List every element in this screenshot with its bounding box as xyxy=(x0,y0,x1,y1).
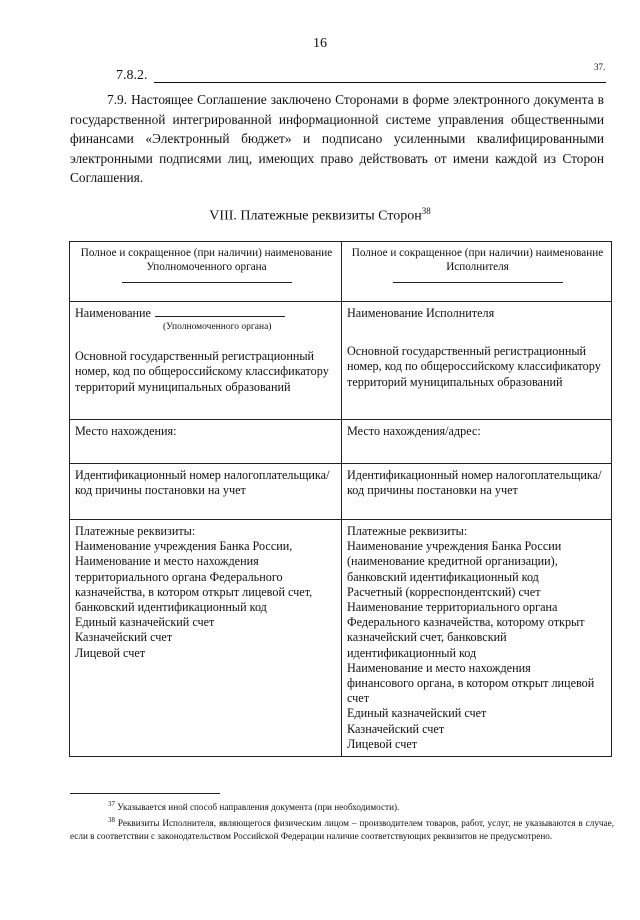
location-cell-left: Место нахождения: xyxy=(70,420,342,464)
clause-7-9: 7.9. Настоящее Соглашение заключено Сторонами в форме электронного документа в государственной интегрированной информационной системе управления общественными финансами «Электронный бюджет» и подписано усиленными квалифицированными электронными подписями лиц, имеющих право действовать от имени каждой из Сторон Соглашения. xyxy=(70,92,604,185)
name-label: Наименование xyxy=(75,306,151,320)
right-header-cell xyxy=(342,242,612,302)
inn-cell-left: Идентификационный номер налогоплательщика/код причины постановки на учет xyxy=(70,464,342,520)
fill-in-line xyxy=(393,282,563,283)
payment-cell-right: Платежные реквизиты: Наименование учреждения Банка России (наименование кредитной организации), банковский идентификационный код Расчетный (корреспондентский) счет Наименование территориального органа Федерального казначейства, которому открыт казначейский счет, банковский идентификационный код Наименование и место нахождения финансового органа, в котором открыт лицевой счет Единый казначейский счет Казначейский счет Лицевой счет xyxy=(342,520,612,757)
clause-number: 7.8.2. xyxy=(116,68,148,83)
payment-cell-left: Платежные реквизиты: Наименование учреждения Банка России, Наименование и место нахождения территориального органа Федерального казначейства, в котором открыт лицевой счет, банковский идентификационный код Единый казначейский счет Казначейский счет Лицевой счет xyxy=(70,520,342,757)
name-caption: (Уполномоченного органа) xyxy=(163,322,272,333)
inn-cell-right: Идентификационный номер налогоплательщика/код причины постановки на учет xyxy=(342,464,612,520)
right-header: Полное и сокращенное (при наличии) наименование Исполнителя xyxy=(351,247,604,273)
fill-in-line xyxy=(155,306,285,317)
table-row xyxy=(70,464,612,520)
footnote-37: $^{37}$ Указывается иной способ направления документа (при необходимости). xyxy=(108,800,400,813)
requisites-table xyxy=(69,241,612,757)
location-cell-right: Место нахождения/адрес: xyxy=(342,420,612,464)
clause-7-8-2 xyxy=(116,62,616,88)
name-cell-right xyxy=(342,302,612,420)
footnote-38: $^{38}$ Реквизиты Исполнителя, являющегося физическим лицом – производителем товаров, работ, услуг, не указываются в случае, если в соответствии с законодательством Российской Федерации наличие соответствующих реквизитов не предусмотрено. xyxy=(70,816,614,842)
footnote-ref: 38 xyxy=(421,206,431,216)
fill-in-line xyxy=(122,282,292,283)
fill-in-line xyxy=(154,82,606,83)
footnote-separator xyxy=(70,793,220,794)
name-label: Наименование Исполнителя xyxy=(347,306,495,320)
section-title: VIII. Платежные реквизиты Сторон$^{38}$ xyxy=(209,206,431,224)
table-header-row xyxy=(70,242,612,302)
ogrn-text: Основной государственный регистрационный номер, код по общероссийскому классификатору территорий муниципальных образований xyxy=(347,344,601,389)
footnotes xyxy=(70,793,614,843)
ogrn-text: Основной государственный регистрационный номер, код по общероссийскому классификатору территорий муниципальных образований xyxy=(75,349,329,394)
page-number: 16 xyxy=(313,36,327,51)
table-row xyxy=(70,420,612,464)
footnote-ref: 37. xyxy=(594,62,606,72)
table-row xyxy=(70,302,612,420)
left-header: Полное и сокращенное (при наличии) наименование Уполномоченного органа xyxy=(80,247,333,273)
left-header-cell xyxy=(70,242,342,302)
name-cell-left xyxy=(70,302,342,420)
table-row xyxy=(70,520,612,757)
